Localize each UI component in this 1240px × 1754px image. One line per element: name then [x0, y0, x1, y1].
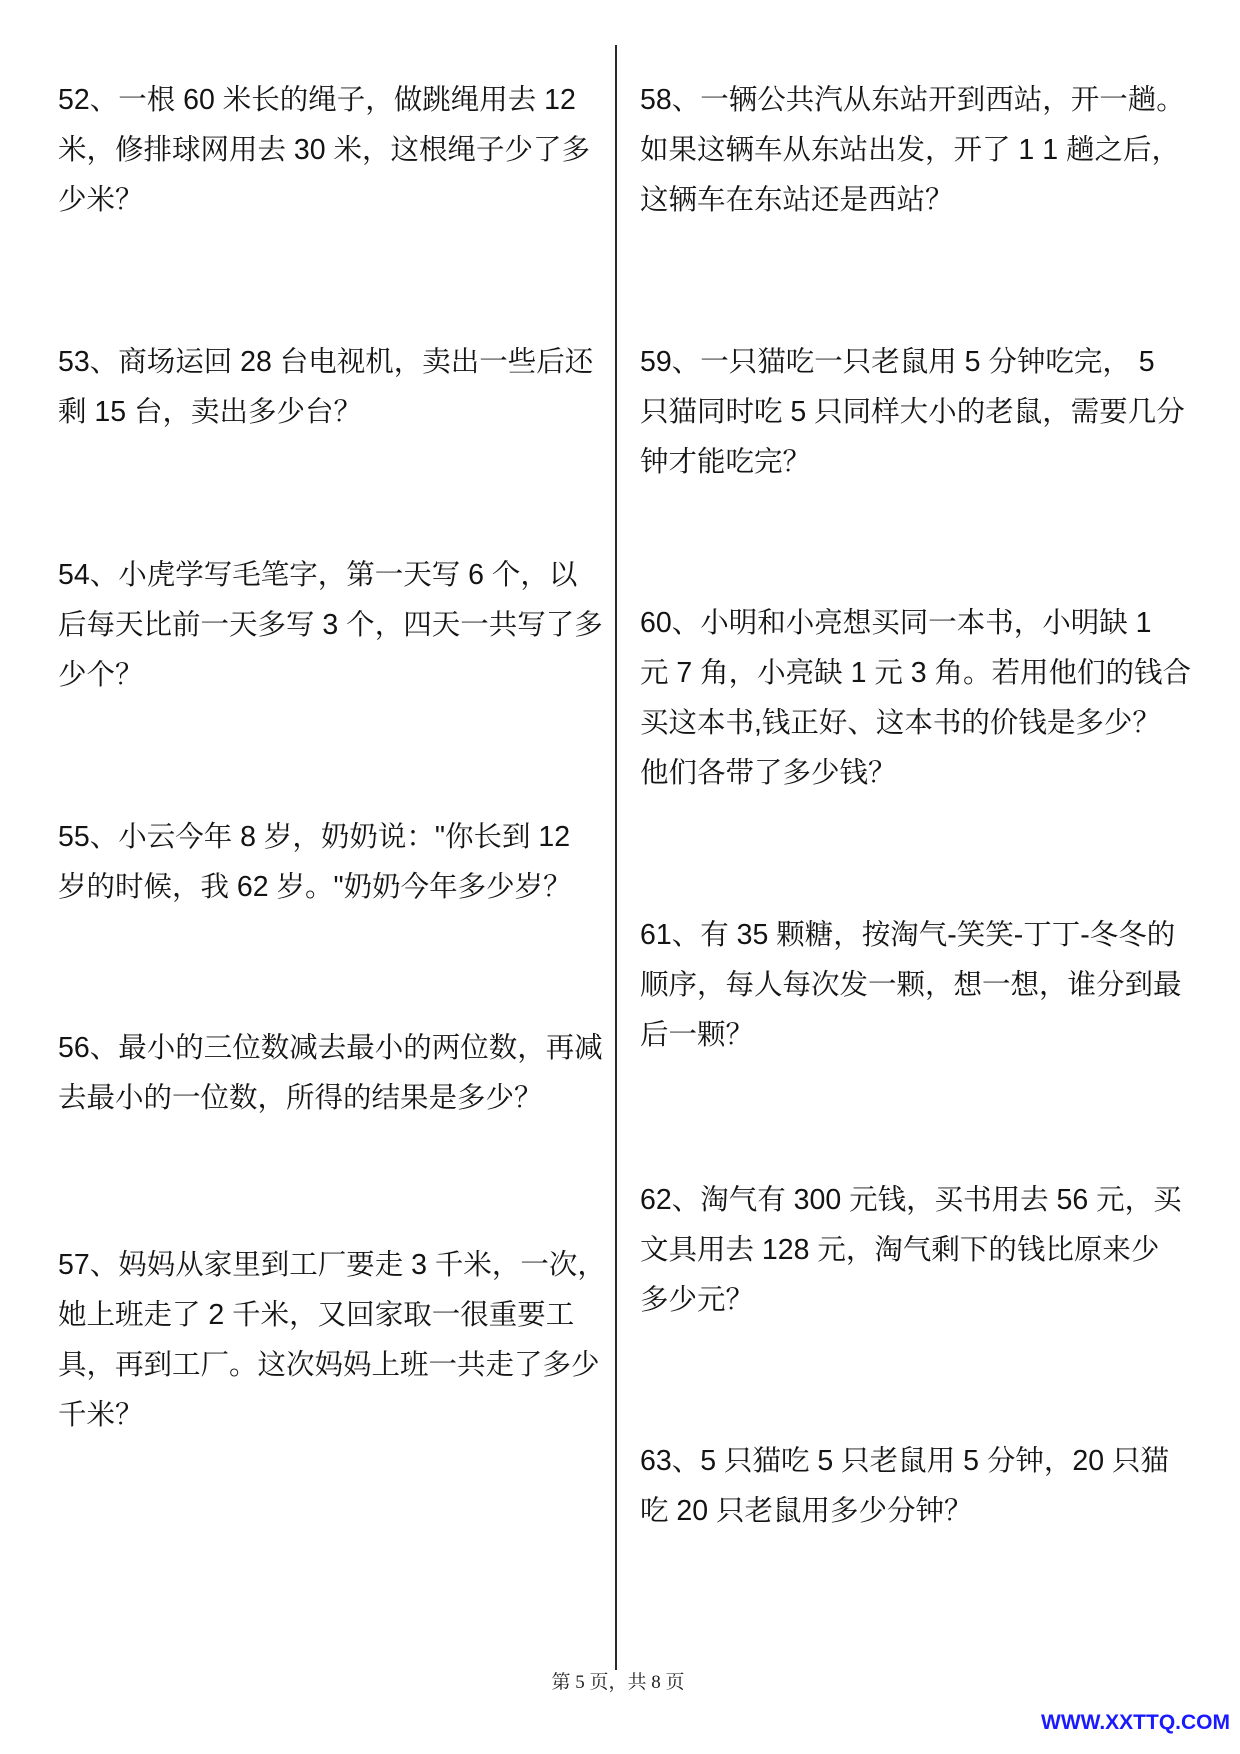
question-line: 去最小的一位数，所得的结果是多少？	[58, 1082, 543, 1114]
question-line: 56、最小的三位数减去最小的两位数，再减	[58, 1032, 603, 1064]
question-line: 63、5 只猫吃 5 只老鼠用 5 分钟，20 只猫	[640, 1445, 1169, 1477]
question-53	[58, 337, 593, 437]
column-divider	[615, 45, 617, 1670]
question-line: 千米？	[58, 1399, 144, 1431]
question-line: 53、商场运回 28 台电视机，卖出一些后还	[58, 346, 594, 378]
question-line: 元 7 角，小亮缺 1 元 3 角。若用他们的钱合	[640, 657, 1192, 689]
question-line: 只猫同时吃 5 只同样大小的老鼠，需要几分	[640, 396, 1185, 428]
question-54	[58, 550, 603, 700]
question-52	[58, 75, 590, 225]
question-line: 54、小虎学写毛笔字，第一天写 6 个，以	[58, 559, 578, 591]
question-line: 米，修排球网用去 30 米，这根绳子少了多	[58, 134, 591, 166]
question-63	[640, 1436, 1169, 1536]
question-line: 少个？	[58, 659, 144, 691]
question-line: 吃 20 只老鼠用多少分钟？	[640, 1495, 973, 1527]
question-line: 这辆车在东站还是西站？	[640, 184, 954, 216]
question-line: 58、一辆公共汽从东站开到西站，开一趟。	[640, 84, 1185, 116]
question-60	[640, 598, 1191, 798]
question-line: 如果这辆车从东站出发，开了 1 1 趟之后，	[640, 134, 1180, 166]
question-line: 顺序，每人每次发一颗，想一想，谁分到最	[640, 969, 1182, 1001]
question-line: 钟才能吃完？	[640, 446, 812, 478]
question-55	[58, 812, 572, 912]
question-line: 后一颗？	[640, 1019, 755, 1051]
question-line: 剩 15 台，卖出多少台？	[58, 396, 363, 428]
question-line: 57、妈妈从家里到工厂要走 3 千米，一次，	[58, 1249, 606, 1281]
page-number: 第 5 页，共 8 页	[551, 1672, 685, 1693]
question-56	[58, 1023, 603, 1123]
question-line: 多少元？	[640, 1284, 755, 1316]
question-line: 62、淘气有 300 元钱，买书用去 56 元，买	[640, 1184, 1182, 1216]
question-57	[58, 1240, 606, 1440]
question-line: 他们各带了多少钱？	[640, 757, 897, 789]
question-line: 61、有 35 颗糖，按淘气-笑笑-丁丁-冬冬的	[640, 919, 1176, 951]
question-line: 59、一只猫吃一只老鼠用 5 分钟吃完， 5	[640, 346, 1155, 378]
question-line: 52、一根 60 米长的绳子，做跳绳用去 12	[58, 84, 576, 116]
question-line: 少米？	[58, 184, 144, 216]
question-line: 55、小云今年 8 岁，奶奶说："你长到 12	[58, 821, 571, 853]
site-watermark: WWW.XXTTQ.COM	[1041, 1711, 1230, 1734]
question-59	[640, 337, 1185, 487]
question-line: 后每天比前一天多写 3 个，四天一共写了多	[58, 609, 603, 641]
question-line: 文具用去 128 元，淘气剩下的钱比原来少	[640, 1234, 1160, 1266]
question-line: 她上班走了 2 千米，又回家取一很重要工	[58, 1299, 575, 1331]
question-line: 具，再到工厂。这次妈妈上班一共走了多少	[58, 1349, 600, 1381]
question-line: 60、小明和小亮想买同一本书，小明缺 1	[640, 607, 1152, 639]
question-line: 岁的时候，我 62 岁。"奶奶今年多少岁？	[58, 871, 572, 903]
question-58	[640, 75, 1185, 225]
question-61	[640, 910, 1182, 1060]
question-62	[640, 1175, 1182, 1325]
question-line: 买这本书,钱正好、这本书的价钱是多少？	[640, 707, 1161, 739]
